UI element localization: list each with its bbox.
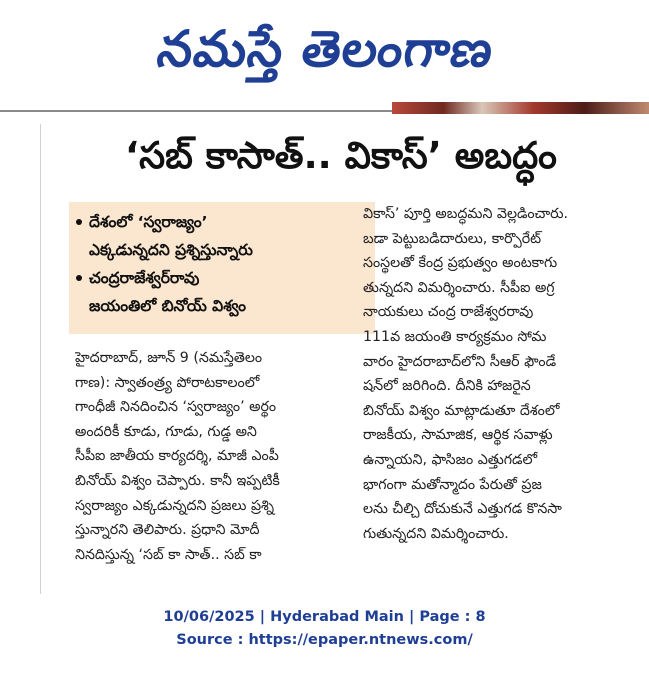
highlight-item	[89, 264, 367, 320]
highlight-line: దేశంలో ‘స్వరాజ్యం’	[89, 213, 208, 231]
body-line: షన్‌లో జరిగింది. దీనికి హాజరైన	[363, 378, 531, 395]
body-line: వికాస్‌’ పూర్తి అబద్ధమని వెల్లడించారు.	[363, 206, 569, 222]
adjacent-photo-strip	[392, 102, 649, 114]
body-line: రాజకీయ, సామాజిక, ఆర్థిక సవాళ్లు	[363, 427, 553, 444]
body-line: స్తున్నారని తెలిపారు. ప్రధాని మోదీ	[75, 522, 260, 539]
article-column-right	[363, 202, 647, 546]
highlight-line: చంద్రరాజేశ్వర్‌రావు	[89, 269, 200, 287]
body-line: అందరికీ కూడు, గూడు, గుడ్డ అని	[75, 423, 257, 440]
article-column-left	[75, 346, 375, 567]
body-line: బినోయ్‌ విశ్వం మాట్లాడుతూ దేశంలో	[363, 402, 560, 419]
body-line: గుతున్నదని విమర్శించారు.	[363, 525, 509, 542]
masthead	[0, 0, 649, 110]
body-line: బినోయ్‌ విశ్వం చెప్పారు. కానీ ఇప్పటికీ	[75, 472, 280, 489]
body-line: గాణ): స్వాతంత్ర్య పోరాటకాలంలో	[75, 374, 260, 391]
body-line: సీపీఐ జాతీయ కార్యదర్శి, మాజీ ఎంపీ	[75, 448, 279, 465]
body-line: భాగంగా మతోన్మాదం పేరుతో ప్రజ	[363, 476, 542, 493]
article-headline: ‘సబ్‌ కాసాత్‌.. వికాస్‌’ అబద్ధం	[125, 134, 557, 177]
body-line: తున్నదని విమర్శించారు. సీపీఐ అగ్ర	[363, 279, 555, 296]
bullet-icon	[76, 219, 82, 225]
highlights-box	[69, 202, 375, 334]
source-link[interactable]: Source : https://epaper.ntnews.com/	[176, 632, 473, 648]
news-article	[40, 124, 641, 594]
highlight-line: జయంతిలో బినోయ్‌ విశ్వం	[89, 297, 246, 315]
bullet-icon	[76, 275, 82, 281]
masthead-divider	[0, 110, 392, 112]
source-footer	[0, 606, 649, 652]
body-line: గాంధీజీ నినదించిన ‘స్వరాజ్యం’ అర్థం	[75, 399, 277, 416]
body-line: 111వ జయంతి కార్యక్రమం సోమ	[363, 328, 547, 345]
masthead-title: నమస్తే తెలంగాణ	[153, 19, 498, 78]
highlight-item	[89, 208, 367, 264]
body-line: బడా పెట్టుబడిదారులు, కార్పొరేట్‌	[363, 230, 542, 247]
body-line: హైదరాబాద్‌, జూన్‌ 9 (నమస్తేతెలం	[75, 350, 263, 366]
highlight-line: ఎక్కడున్నదని ప్రశ్నిస్తున్నారు	[89, 241, 253, 259]
edition-info: 10/06/2025 | Hyderabad Main | Page : 8	[163, 609, 486, 625]
body-line: స్వరాజ్యం ఎక్కడున్నదని ప్రజలు ప్రశ్ని	[75, 497, 274, 514]
body-line: సంస్థలతో కేంద్ర ప్రభుత్వం అంటకాగు	[363, 255, 558, 272]
body-line: ఉన్నాయని, ఫాసిజం ఎత్తుగడలో	[363, 451, 538, 468]
body-line: నాయకులు చంద్ర రాజేశ్వరరావు	[363, 304, 534, 321]
body-line: వారం హైదరాబాద్‌లోని సీఆర్‌ ఫౌండే	[363, 353, 557, 370]
body-line: నినదిస్తున్న ‘సబ్‌ కా సాత్‌.. సబ్‌ కా	[75, 546, 262, 563]
body-line: లను చీల్చి దోచుకునే ఎత్తుగడ కొనసా	[363, 501, 562, 518]
